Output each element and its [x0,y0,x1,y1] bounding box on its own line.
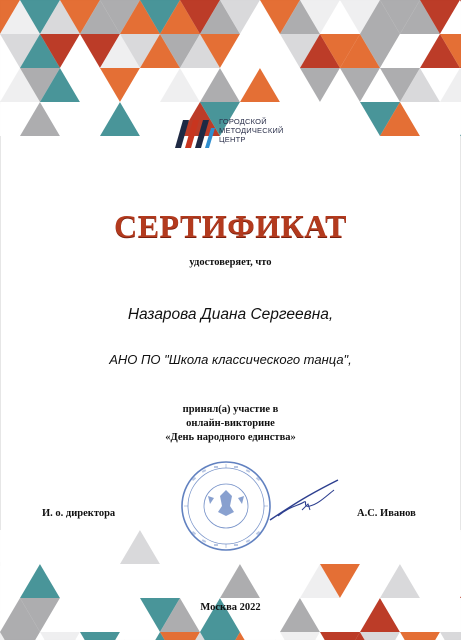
decorative-triangle [40,632,80,640]
signatory-role: И. о. директора [42,508,116,519]
participation-line-1: принял(а) участие в [182,404,279,415]
official-stamp-icon [178,460,274,552]
logo-line-2: МЕТОДИЧЕСКИЙ [219,126,284,135]
decorative-triangle [0,632,40,640]
decorative-triangle [400,632,440,640]
decorative-triangle [320,632,360,640]
logo-line-1: ГОРОДСКОЙ [219,117,267,126]
city-year: Москва 2022 [200,602,261,613]
decorative-triangle [80,632,120,640]
logo-text [219,117,284,144]
organization-logo [175,116,325,152]
signatory-name: А.С. Иванов [357,508,416,519]
certificate-title: СЕРТИФИКАТ [114,208,347,244]
decorative-triangle [360,632,400,640]
logo-line-3: ЦЕНТР [219,135,246,144]
organization-name: АНО ПО "Школа классического танца", [109,352,352,367]
signature-icon [268,476,340,524]
decorative-triangle [200,632,240,640]
certifies-text: удостоверяет, что [189,257,272,268]
decorative-triangle [280,632,320,640]
logo-mark-icon [175,118,215,148]
decorative-triangle [240,632,280,640]
decorative-triangle [120,632,160,640]
recipient-name: Назарова Диана Сергеевна, [127,306,334,323]
participation-line-3: «День народного единства» [165,432,296,443]
decorative-triangle [160,632,200,640]
participation-line-2: онлайн-викторине [186,418,275,429]
